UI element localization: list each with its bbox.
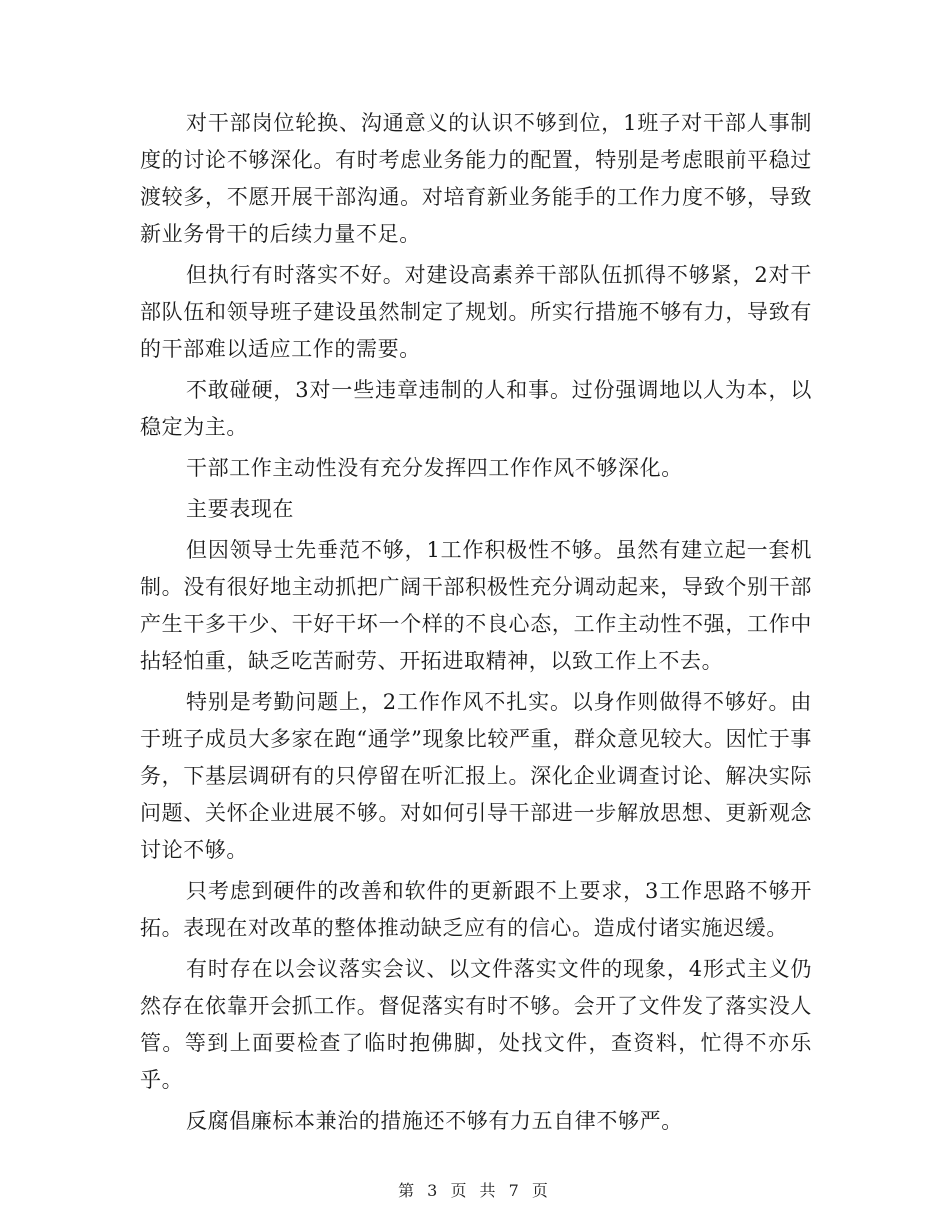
paragraph: 对干部岗位轮换、沟通意义的认识不够到位，1班子对干部人事制度的讨论不够深化。有时考虑业务能力的配置，特别是考虑眼前平稳过渡较多，不愿开展干部沟通。对培育新业务能手的工作力度不够，导致新业务骨干的后续力量不足。: [140, 111, 812, 246]
paragraph: 只考虑到硬件的改善和软件的更新跟不上要求，3工作思路不够开拓。表现在对改革的整体推动缺乏应有的信心。造成付诸实施迟缓。: [140, 879, 812, 940]
paragraph: 不敢碰硬，3对一些违章违制的人和事。过份强调地以人为本，以稳定为主。: [140, 378, 812, 439]
paragraph: 有时存在以会议落实会议、以文件落实文件的现象，4形式主义仍然存在依靠开会抓工作。督促落实有时不够。会开了文件发了落实没人管。等到上面要检查了临时抱佛脚，处找文件，查资料，忙得不亦乐乎。: [140, 957, 812, 1092]
paragraph: 主要表现在: [186, 497, 294, 521]
paragraph: 反腐倡廉标本兼治的措施还不够有力五自律不够严。: [186, 1109, 683, 1133]
page-number-footer: 第 3 页 共 7 页: [398, 1181, 552, 1200]
paragraph: 但执行有时落实不好。对建设高素养干部队伍抓得不够紧，2对干部队伍和领导班子建设虽然制定了规划。所实行措施不够有力，导致有的干部难以适应工作的需要。: [140, 263, 812, 361]
paragraph: 但因领导士先垂范不够，1工作积极性不够。虽然有建立起一套机制。没有很好地主动抓把广阔干部积极性充分调动起来，导致个别干部产生干多干少、干好干坏一个样的不良心态，工作主动性不强，工作中拈轻怕重，缺乏吃苦耐劳、开拓进取精神，以致工作上不去。: [140, 538, 812, 673]
paragraph: 干部工作主动性没有充分发挥四工作作风不够深化。: [186, 456, 683, 480]
paragraph: 特别是考勤问题上，2工作作风不扎实。以身作则做得不够好。由于班子成员大多家在跑“通学”现象比较严重，群众意见较大。因忙于事务，下基层调研有的只停留在听汇报上。深化企业调查讨论、解决实际问题、关怀企业进展不够。对如何引导干部进一步解放思想、更新观念讨论不够。: [140, 690, 812, 862]
document-body: [140, 105, 812, 1144]
